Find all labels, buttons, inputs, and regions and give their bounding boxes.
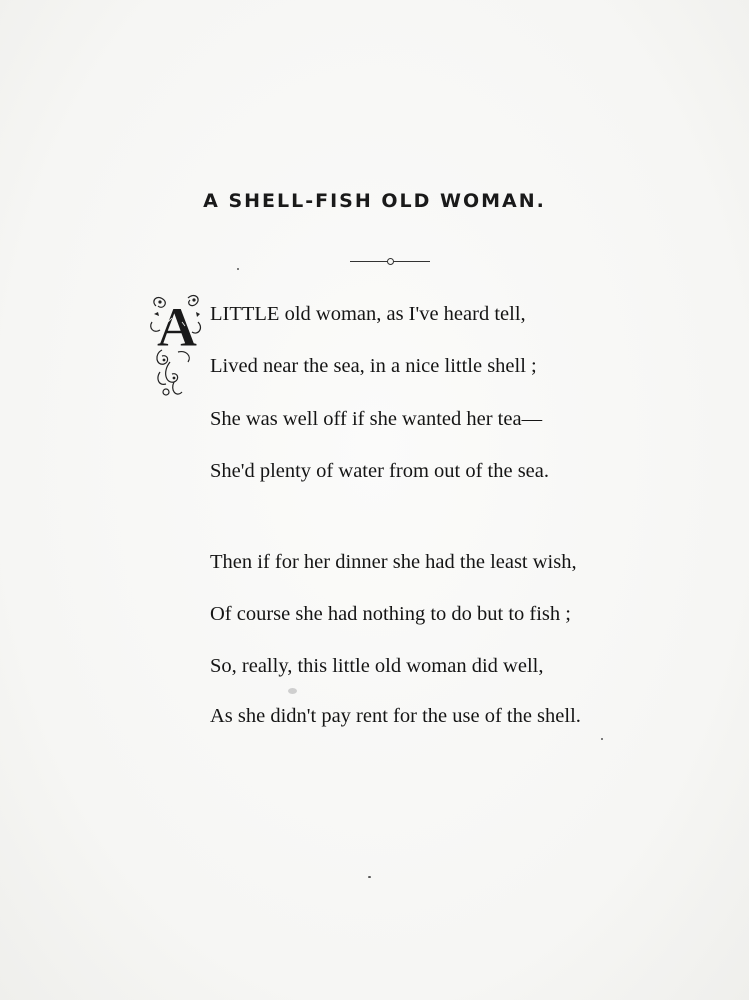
paper-speck (237, 268, 239, 270)
stanza2-line-1: Then if for her dinner she had the least wish, (210, 551, 577, 573)
stanza2-line-3: So, really, this little old woman did well, (210, 655, 544, 677)
stanza1-line-1: LITTLE old woman, as I've heard tell, (210, 303, 526, 325)
stanza2-line-2: Of course she had nothing to do but to fish ; (210, 603, 571, 625)
drop-cap-letter: A (156, 297, 198, 359)
stanza1-line-2: Lived near the sea, in a nice little shell ; (210, 355, 537, 377)
ornamental-drop-cap (148, 292, 206, 400)
poem-title: A SHELL-FISH OLD WOMAN. (203, 190, 546, 212)
title-divider (350, 258, 430, 266)
paper-speck (601, 738, 603, 740)
paper-speck (368, 876, 371, 878)
stanza1-line-4: She'd plenty of water from out of the sea. (210, 460, 550, 482)
stanza1-line-3: She was well off if she wanted her tea— (210, 408, 543, 430)
divider-ornament-icon (387, 258, 394, 265)
stanza2-line-4: As she didn't pay rent for the use of the shell. (210, 705, 581, 727)
paper-smudge (288, 688, 297, 694)
